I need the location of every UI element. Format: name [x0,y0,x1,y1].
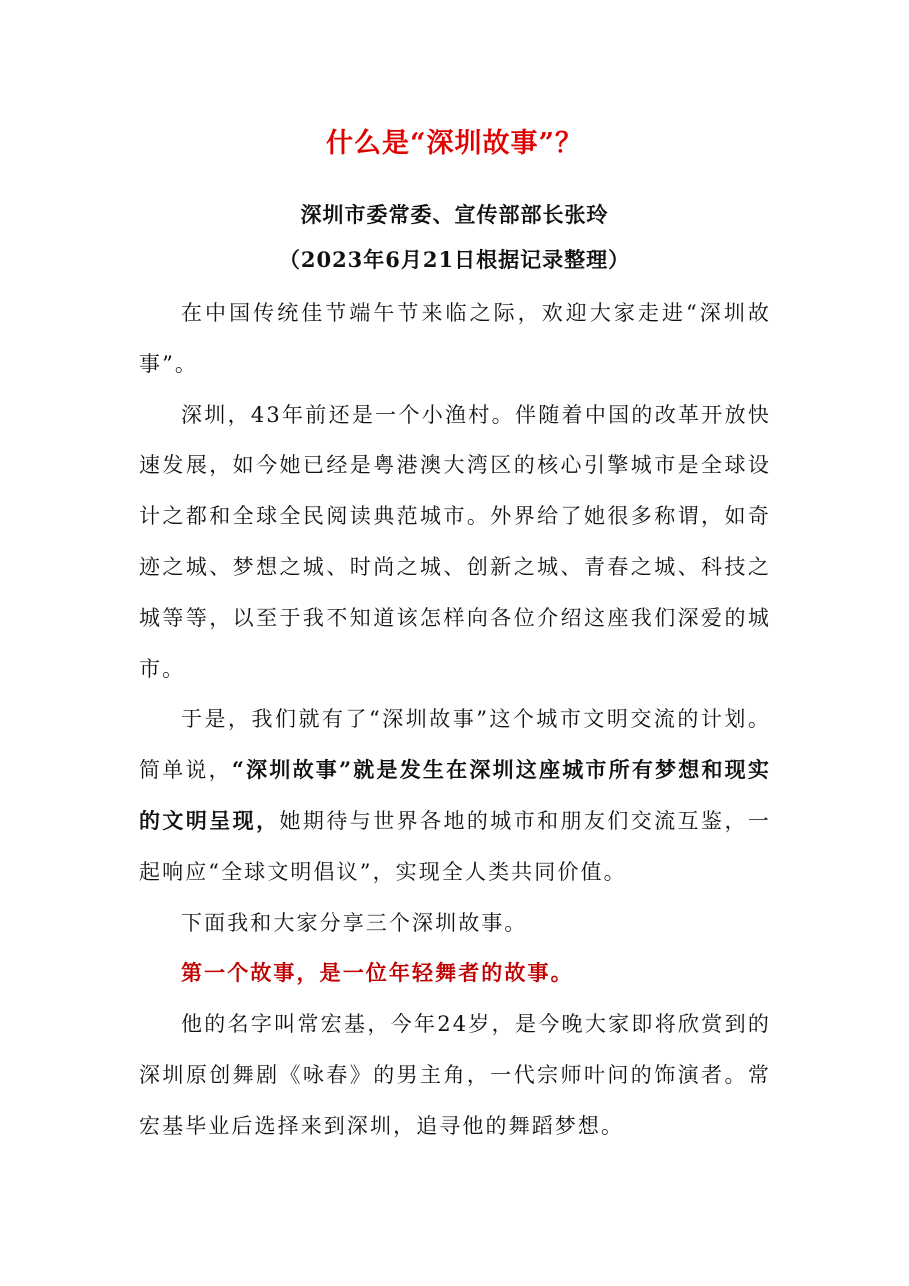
date-note: （2023年6月21日根据记录整理） [278,247,631,272]
paragraph-plan-lead: 于是，我们就有了“深圳故事”这个城市文明交流的计划。简单说， [139,707,771,783]
page-title: 什么是“深圳故事”？ [325,128,584,159]
paragraph-plan-tail: 她期待与世界各地的城市和朋友们交流互鉴，一起响应“全球文明倡议”，实现全人类共同价值。 [139,808,771,884]
paragraph-dancer: 他的名字叫常宏基，今年24岁，是今晚大家即将欣赏到的深圳原创舞剧《咏春》的男主角，一代宗师叶问的饰演者。常宏基毕业后选择来到深圳，追寻他的舞蹈梦想。 [139,1012,771,1138]
paragraph-plan-emphasis: “深圳故事”就是发生在深圳这座城市所有梦想和现实的文明呈现， [139,757,771,833]
paragraph-share: 下面我和大家分享三个深圳故事。 [181,910,528,935]
paragraph-city: 深圳，43年前还是一个小渔村。伴随着中国的改革开放快速发展，如今她已经是粤港澳大湾区的核心引擎城市是全球设计之都和全球全民阅读典范城市。外界给了她很多称谓，如奇迹之城、梦想之城、时尚之城、创新之城、青春之城、科技之城等等，以至于我不知道该怎样向各位介绍这座我们深爱的城市。 [139,402,771,681]
section-heading-first-story: 第一个故事，是一位年轻舞者的故事。 [181,960,574,986]
paragraph-intro: 在中国传统佳节端午节来临之际，欢迎大家走进“深圳故事”。 [139,301,771,376]
article-body [139,288,771,1152]
paragraph-plan [139,694,771,897]
author-line: 深圳市委常委、宣传部部长张玲 [300,202,609,227]
